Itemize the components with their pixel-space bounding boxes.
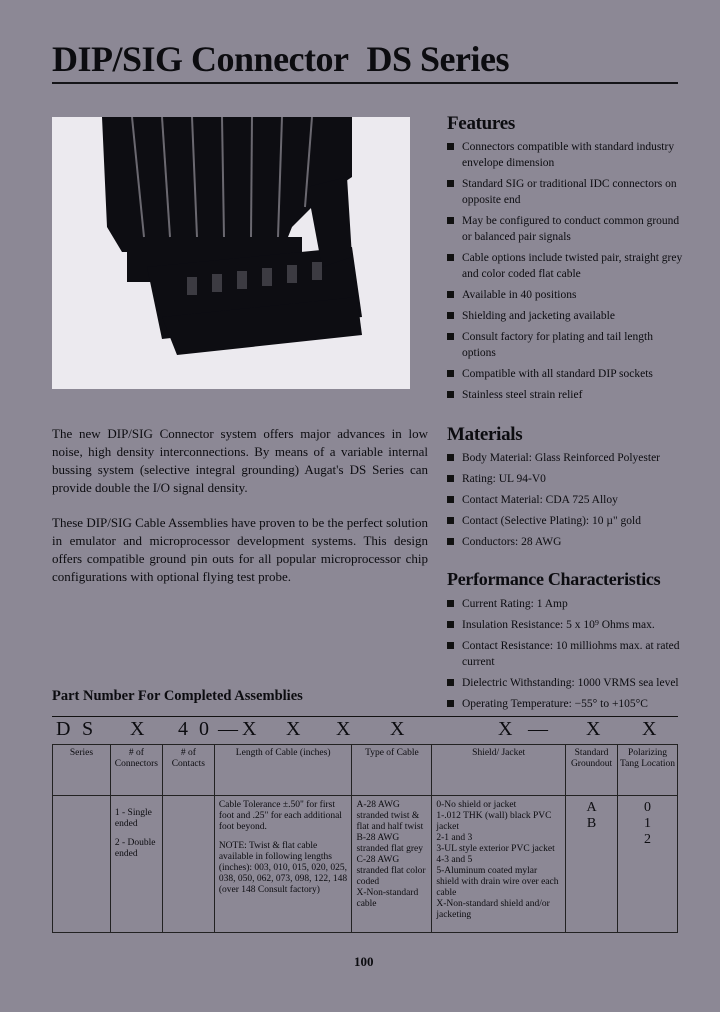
performance-item: Dielectric Withstanding: 1000 VRMS sea level (447, 675, 683, 691)
header-series: Series (53, 745, 111, 796)
type-option: B-28 AWG stranded flat grey (356, 833, 423, 854)
header-type: Type of Cable (352, 745, 432, 796)
materials-heading: Materials (447, 424, 523, 445)
code-char: X (586, 718, 601, 740)
type-option: C-28 AWG stranded flat color coded (356, 855, 426, 887)
cell-type (352, 796, 432, 933)
cell-shield (432, 796, 566, 933)
header-contacts: # of Contacts (162, 745, 214, 796)
materials-item: Rating: UL 94-V0 (447, 471, 683, 487)
header-shield: Shield/ Jacket (432, 745, 566, 796)
shield-option: 5-Aluminum coated mylar shield with drain wire over each cable (436, 866, 559, 898)
header-connectors: # of Connectors (110, 745, 162, 796)
code-char: X (130, 718, 145, 740)
performance-item: Current Rating: 1 Amp (447, 596, 683, 612)
title-product: DIP/SIG Connector (52, 39, 349, 79)
performance-item: Operating Temperature: −55° to +105°C (447, 696, 683, 712)
code-char: — (218, 718, 238, 740)
shield-option: 1-.012 THK (wall) black PVC jacket (436, 811, 552, 832)
intro-paragraph-1: The new DIP/SIG Connector system offers major advances in low noise, high density interconnections. By means of a variable internal bussing system (selective integral grounding) Augat's DS Series can provide double the I/O signal density. (52, 426, 428, 495)
cell-length (214, 796, 352, 933)
shield-option: X-Non-standard shield and/or jacketing (436, 899, 550, 920)
page-title (52, 38, 509, 80)
code-char: 4 (178, 718, 188, 740)
features-item: Shielding and jacketing available (447, 308, 683, 324)
shield-option: 2-1 and 3 (436, 833, 473, 843)
materials-list (447, 450, 683, 555)
tang-option: 2 (644, 832, 651, 847)
features-item: Connectors compatible with standard industry envelope dimension (447, 139, 683, 171)
tang-option: 0 (644, 800, 651, 815)
header-tang: Polarizing Tang Location (618, 745, 678, 796)
code-char: X (336, 718, 351, 740)
cell-contacts (162, 796, 214, 933)
connector-option: 1 - Single ended (114, 808, 152, 829)
materials-item: Contact Material: CDA 725 Alloy (447, 492, 683, 508)
features-item: Standard SIG or traditional IDC connectors on opposite end (447, 176, 683, 208)
connector-image (52, 117, 410, 389)
shield-option: 4-3 and 5 (436, 855, 473, 865)
code-char: 0 (199, 718, 209, 740)
intro-paragraph-2: These DIP/SIG Cable Assemblies have proven to be the perfect solution in emulator and microprocessor development systems. This design offers compatible ground pin outs for all popular microprocessor chip configurations with optional flying test probe. (52, 515, 428, 584)
part-number-heading: Part Number For Completed Assemblies (52, 688, 303, 704)
features-item: Available in 40 positions (447, 287, 683, 303)
tang-option: 1 (644, 816, 651, 831)
part-number-table (52, 744, 678, 933)
cell-series (53, 796, 111, 933)
features-item: Compatible with all standard DIP sockets (447, 366, 683, 382)
groundout-option: A (586, 800, 597, 815)
header-length: Length of Cable (inches) (214, 745, 352, 796)
title-rule (52, 82, 678, 84)
code-char: X (498, 718, 513, 740)
groundout-option: B (586, 816, 597, 831)
code-char: X (286, 718, 301, 740)
features-item: Consult factory for plating and tail length options (447, 329, 683, 361)
performance-heading: Performance Characteristics (447, 569, 661, 589)
length-note: NOTE: Twist & flat cable available in following lengths (inches): 003, 010, 015, 020, 025, 038, 050, 062, 073, 098, 122, 148 (over 148 Consult factory) (218, 841, 348, 895)
features-item: May be configured to conduct common ground or balanced pair signals (447, 213, 683, 245)
cell-groundout (566, 796, 618, 933)
type-option: A-28 AWG stranded twist & flat and half twist (356, 800, 424, 832)
features-heading: Features (447, 113, 515, 134)
connector-option: 2 - Double ended (114, 838, 156, 859)
code-char: X (242, 718, 257, 740)
type-option: X-Non-standard cable (356, 888, 419, 909)
cell-connectors (110, 796, 162, 933)
page-number: 100 (354, 954, 374, 969)
header-groundout: Standard Groundout (566, 745, 618, 796)
performance-item: Contact Resistance: 10 milliohms max. at rated current (447, 638, 683, 670)
shield-option: 3-UL style exterior PVC jacket (436, 844, 555, 854)
features-list (447, 139, 683, 408)
length-tolerance: Cable Tolerance ±.50" for first foot and .25" for each additional foot beyond. (218, 800, 342, 832)
code-char: — (528, 718, 548, 740)
performance-list (447, 596, 683, 717)
part-number-code (52, 716, 678, 741)
code-char: S (82, 718, 94, 740)
code-char: X (642, 718, 657, 740)
code-char: X (390, 718, 405, 740)
product-photo (52, 117, 410, 389)
materials-item: Contact (Selective Plating): 10 µ" gold (447, 513, 683, 529)
title-series: DS Series (366, 39, 509, 79)
materials-item: Conductors: 28 AWG (447, 534, 683, 550)
features-item: Stainless steel strain relief (447, 387, 683, 403)
code-char: D (56, 718, 71, 740)
cell-tang (618, 796, 678, 933)
materials-item: Body Material: Glass Reinforced Polyester (447, 450, 683, 466)
performance-item: Insulation Resistance: 5 x 10⁹ Ohms max. (447, 617, 683, 633)
shield-option: 0-No shield or jacket (436, 800, 517, 810)
features-item: Cable options include twisted pair, straight grey and color coded flat cable (447, 250, 683, 282)
